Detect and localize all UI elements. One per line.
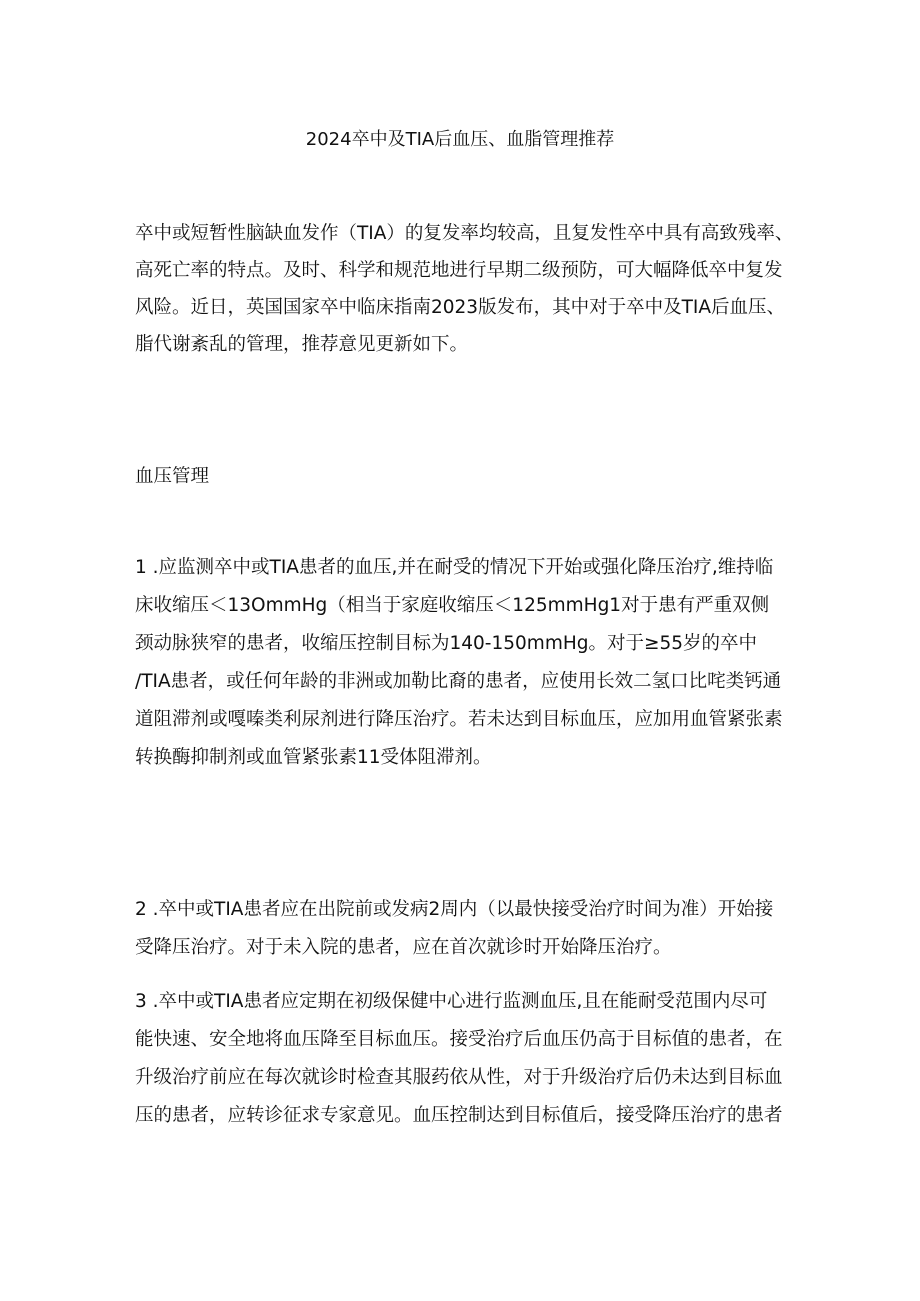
item-line: 2 .卒中或TIA患者应在出院前或发病2周内（以最快接受治疗时间为准）开始接: [135, 899, 774, 920]
item-line: 床收缩压＜13OmmHg（相当于家庭收缩压＜125mmHg1对于患有严重双侧: [135, 595, 770, 616]
item-line: 升级治疗前应在每次就诊时检查其服药依从性，对于升级治疗后仍未达到目标血: [135, 1067, 783, 1088]
intro-line: 卒中或短暂性脑缺血发作（TIA）的复发率均较高，且复发性卒中具有高致残率、: [135, 223, 794, 244]
item-line: 颈动脉狭窄的患者，收缩压控制目标为140-150mmHg。对于≥55岁的卒中: [135, 633, 758, 654]
intro-line: 脂代谢紊乱的管理，推荐意见更新如下。: [135, 334, 469, 355]
item-line: 3 .卒中或TIA患者应定期在初级保健中心进行监测血压,且在能耐受范围内尽可: [135, 991, 768, 1012]
recommendation-item-3: [135, 983, 800, 1135]
item-line: 1 .应监测卒中或TIA患者的血压,并在耐受的情况下开始或强化降压治疗,维持临: [135, 557, 774, 578]
intro-line: 风险。近日，英国国家卒中临床指南2023版发布，其中对于卒中及TIA后血压、: [135, 297, 785, 318]
item-line: 受降压治疗。对于未入院的患者，应在首次就诊时开始降压治疗。: [135, 937, 672, 958]
item-line: /TIA患者，或任何年龄的非洲或加勒比裔的患者，应使用长效二氢口比咤类钙通: [135, 671, 782, 692]
section-heading-text: 血压管理: [135, 466, 210, 487]
recommendation-item-2: [135, 891, 800, 967]
item-line: 转换酶抑制剂或血管紧张素11受体阻滞剂。: [135, 747, 492, 768]
document-title: 2024卒中及TIA后血压、血脂管理推荐: [305, 129, 615, 150]
item-line: 能快速、安全地将血压降至目标血压。接受治疗后血压仍高于目标值的患者，在: [135, 1029, 783, 1050]
recommendation-item-1: [135, 549, 800, 777]
item-line: 压的患者，应转诊征求专家意见。血压控制达到目标值后，接受降压治疗的患者: [135, 1105, 783, 1126]
item-line: 道阻滞剂或嘎嗪类利尿剂进行降压治疗。若未达到目标血压，应加用血管紧张素: [135, 709, 783, 730]
section-heading: [135, 458, 800, 495]
intro-line: 高死亡率的特点。及时、科学和规范地进行早期二级预防，可大幅降低卒中复发: [135, 260, 783, 281]
intro-paragraph: [135, 215, 800, 363]
